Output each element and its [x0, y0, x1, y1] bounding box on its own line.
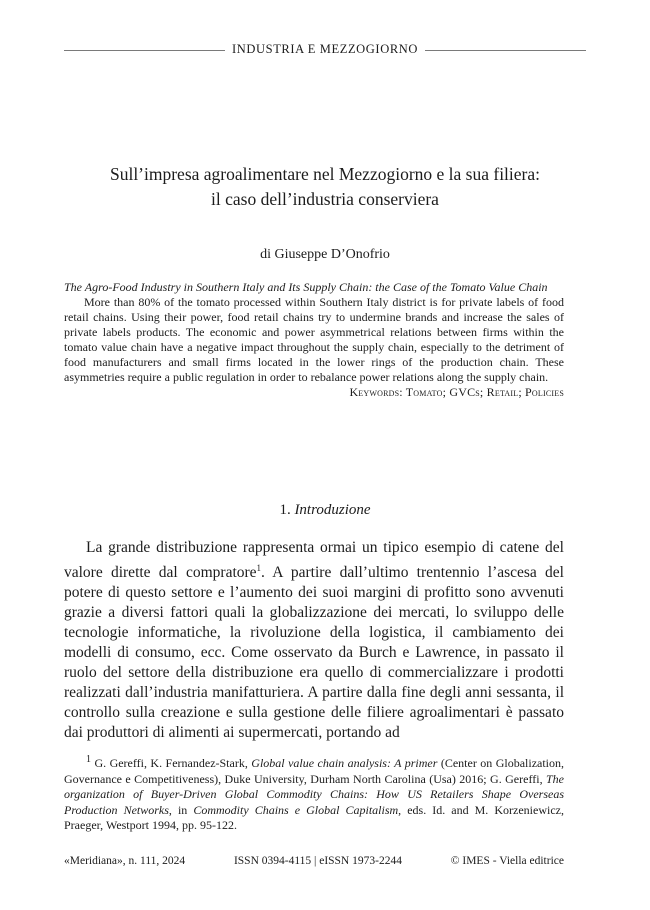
running-head-rule-right [425, 50, 586, 51]
running-head-rule-left [64, 50, 225, 51]
abstract [64, 280, 564, 400]
body-text-part1: La grande distribuzione rappresenta ormai un tipico esempio di catene del valore dirette dal compratore [64, 539, 564, 582]
footnote-title-1: Global value chain analysis: A primer [251, 756, 438, 770]
publisher: © IMES - Viella editrice [450, 855, 564, 867]
abstract-title: The Agro-Food Industry in Southern Italy and Its Supply Chain: the Case of the Tomato Value Chain [64, 280, 548, 294]
footnote-title-2: The organization of Buyer-Driven Global Commodity Chains: How US Retailers Shape Overseas Production Networks [64, 771, 564, 817]
footnote-text-c: (Center on Globalization, Governance e Competitiveness), Duke University, Durham North Carolina (Usa) 2016; G. Gereffi, [64, 756, 565, 786]
issn: ISSN 0394-4115 | eISSN 1973-2244 [233, 855, 402, 867]
title-line-2: il caso dell’industria conserviera [211, 189, 439, 209]
article-title [64, 162, 586, 212]
keywords: Keywords: Tomato; GVCs; Retail; Policies [349, 385, 564, 399]
title-line-1: Sull’impresa agroalimentare nel Mezzogiorno e la sua filiera: [109, 164, 541, 184]
footnote-text-e: , in [168, 802, 194, 817]
page-footer [64, 855, 564, 867]
body-text-part2: . A partire dall’ultimo trentennio l’ascesa del potere di questo settore e l’aumento dei suoi margini di profitto sono avvenuti grazie a diversi fattori quali la globalizzazione dei mercati, lo sviluppo delle tecnologie informatiche, la rivoluzione della logistica, il cambiamento dei modelli di consumo, ecc. Come osservato da Burch e Lawrence, in passato il ruolo del settore della distribuzione era quello di commercializzare i prodotti realizzati dall’industria manifatturiera. A partire dalla fine degli anni sessanta, il controllo sulla creazione e sulla gestione delle filiere agroalimentari è passato dai produttori di alimenti ai supermercati, portando ad [64, 564, 564, 742]
footnote [64, 752, 564, 834]
body-paragraph [64, 538, 564, 743]
section-number: 1. [279, 502, 291, 518]
footnote-number: 1 [86, 754, 91, 765]
running-head-label: INDUSTRIA E MEZZOGIORNO [232, 42, 419, 56]
footnote-title-3: Commodity Chains e Global Capitalism [193, 802, 399, 817]
running-head [64, 42, 586, 57]
footnote-reference[interactable]: 1 [256, 563, 262, 573]
journal-citation: «Meridiana», n. 111, 2024 [64, 855, 186, 867]
abstract-body: More than 80% of the tomato processed within Southern Italy district is for private labels of food retail chains. Using their power, food retail chains try to undermine brands and increase the sales of private labels products. The economic and power asymmetrical relations between firms within the tomato value chain have a negative impact throughout the supply chain, especially to the detriment of food manufacturers and small firms located in the lower rings of the production chain. These asymmetries require a public regulation in order to rebalance power relations along the supply chain. [64, 295, 564, 384]
footnote-text-g: , eds. Id. and M. Korzeniewicz, Praeger, Westport 1994, pp. 95-122. [64, 802, 564, 832]
author-byline: di Giuseppe D’Onofrio [260, 247, 390, 262]
footnote-text-a: G. Gereffi, K. Fernandez-Stark, [94, 756, 252, 770]
section-title: Introduzione [294, 502, 371, 518]
section-heading [64, 502, 586, 519]
